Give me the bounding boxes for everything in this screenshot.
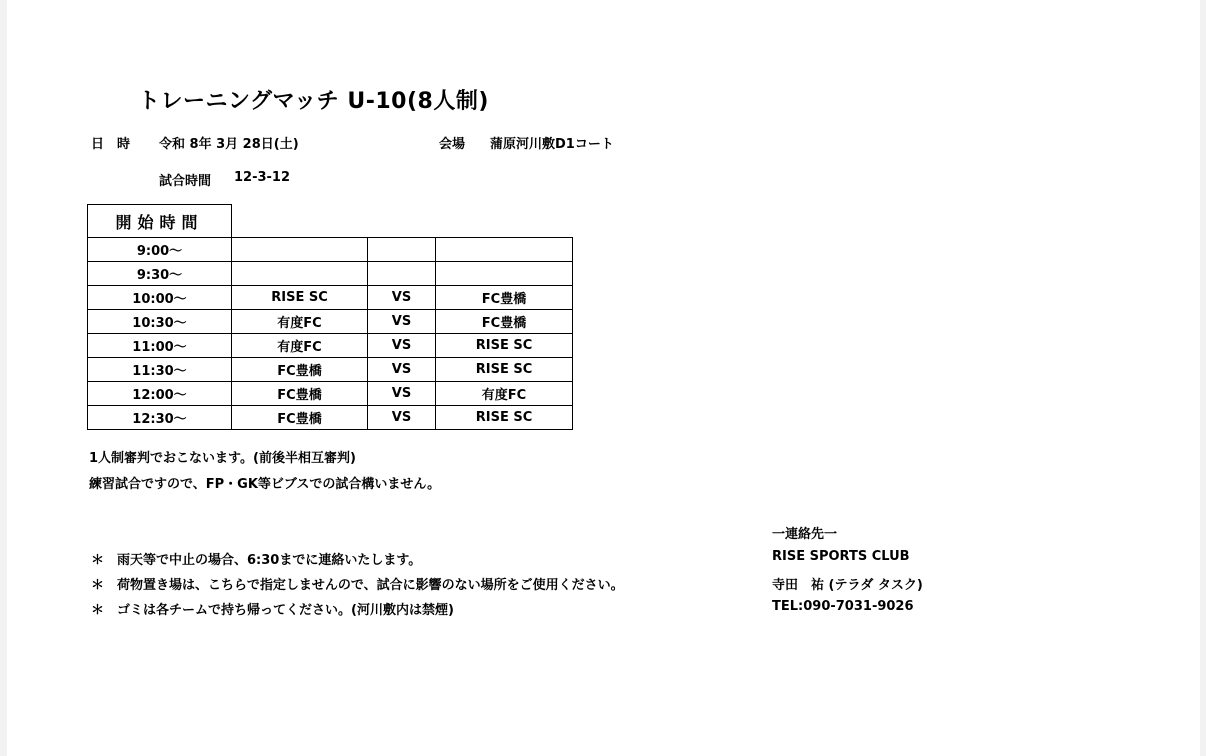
team-a-cell: 有度FC bbox=[232, 334, 368, 358]
team-b-cell: FC豊橋 bbox=[436, 310, 573, 334]
time-cell: 12:30～ bbox=[88, 406, 232, 430]
vs-cell bbox=[368, 262, 436, 286]
table-row bbox=[88, 262, 573, 286]
team-b-cell bbox=[436, 262, 573, 286]
table-row bbox=[88, 406, 573, 430]
team-b-cell: RISE SC bbox=[436, 406, 573, 430]
time-cell: 11:30～ bbox=[88, 358, 232, 382]
vs-cell: VS bbox=[368, 382, 436, 406]
time-cell: 11:00～ bbox=[88, 334, 232, 358]
time-cell: 12:00～ bbox=[88, 382, 232, 406]
bullet-luggage: ＊ 荷物置き場は、こちらで指定しませんので、試合に影響のない場所をご使用ください。 bbox=[91, 578, 624, 593]
page-title: トレーニングマッチ U-10(8人制) bbox=[138, 89, 489, 114]
contact-org: RISE SPORTS CLUB bbox=[772, 549, 910, 564]
team-b-cell bbox=[436, 238, 573, 262]
time-cell: 10:00～ bbox=[88, 286, 232, 310]
vs-cell bbox=[368, 238, 436, 262]
team-a-cell: FC豊橋 bbox=[232, 382, 368, 406]
vs-cell: VS bbox=[368, 334, 436, 358]
schedule-table bbox=[87, 204, 573, 430]
header-blank bbox=[368, 205, 436, 238]
vs-cell: VS bbox=[368, 286, 436, 310]
team-b-cell: 有度FC bbox=[436, 382, 573, 406]
time-cell: 9:30～ bbox=[88, 262, 232, 286]
table-row bbox=[88, 238, 573, 262]
header-blank bbox=[436, 205, 573, 238]
vs-cell: VS bbox=[368, 406, 436, 430]
match-time-value: 12-3-12 bbox=[234, 170, 291, 185]
table-row bbox=[88, 334, 573, 358]
team-a-cell: FC豊橋 bbox=[232, 358, 368, 382]
note-bibs: 練習試合ですので、FP・GK等ビブスでの試合構いません。 bbox=[89, 477, 441, 492]
header-blank bbox=[232, 205, 368, 238]
team-a-cell: FC豊橋 bbox=[232, 406, 368, 430]
date-label: 日 時 bbox=[91, 137, 131, 152]
table-row bbox=[88, 310, 573, 334]
contact-heading: 一連絡先一 bbox=[772, 527, 838, 542]
document-page bbox=[7, 0, 1200, 756]
venue-label: 会場 bbox=[439, 137, 466, 152]
table-row bbox=[88, 382, 573, 406]
time-cell: 9:00～ bbox=[88, 238, 232, 262]
contact-name: 寺田 祐 (テラダ タスク) bbox=[772, 578, 923, 593]
venue-value: 蒲原河川敷D1コート bbox=[490, 137, 614, 152]
vs-cell: VS bbox=[368, 358, 436, 382]
bullet-rain: ＊ 雨天等で中止の場合、6:30までに連絡いたします。 bbox=[91, 553, 422, 568]
schedule-header-row bbox=[88, 205, 573, 238]
time-cell: 10:30～ bbox=[88, 310, 232, 334]
team-a-cell: 有度FC bbox=[232, 310, 368, 334]
note-referee: 1人制審判でおこないます。(前後半相互審判) bbox=[89, 451, 356, 466]
team-b-cell: RISE SC bbox=[436, 358, 573, 382]
table-row bbox=[88, 286, 573, 310]
team-a-cell bbox=[232, 238, 368, 262]
vs-cell: VS bbox=[368, 310, 436, 334]
team-b-cell: RISE SC bbox=[436, 334, 573, 358]
table-row bbox=[88, 358, 573, 382]
contact-tel: TEL:090-7031-9026 bbox=[772, 599, 914, 614]
start-time-header: 開始時間 bbox=[88, 205, 232, 238]
bullet-trash: ＊ ゴミは各チームで持ち帰ってください。(河川敷内は禁煙) bbox=[91, 603, 454, 618]
date-value: 令和 8年 3月 28日(土) bbox=[159, 137, 299, 152]
team-a-cell: RISE SC bbox=[232, 286, 368, 310]
match-time-label: 試合時間 bbox=[159, 174, 212, 189]
team-b-cell: FC豊橋 bbox=[436, 286, 573, 310]
team-a-cell bbox=[232, 262, 368, 286]
